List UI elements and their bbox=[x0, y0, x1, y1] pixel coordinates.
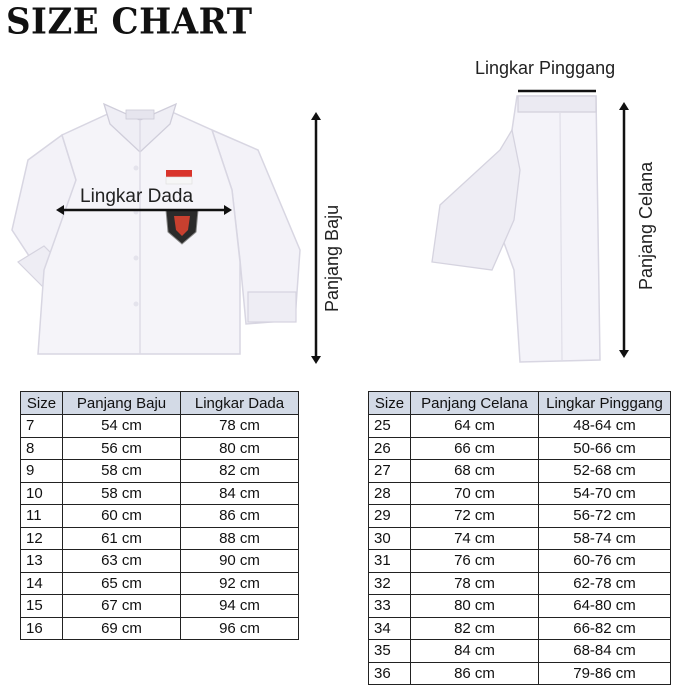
cell-size: 26 bbox=[369, 437, 411, 460]
header-size: Size bbox=[369, 392, 411, 415]
header-lingkar-dada: Lingkar Dada bbox=[181, 392, 299, 415]
cell-circumference: 54-70 cm bbox=[539, 482, 671, 505]
cell-length: 68 cm bbox=[411, 460, 539, 483]
cell-circumference: 92 cm bbox=[181, 572, 299, 595]
cell-size: 36 bbox=[369, 662, 411, 685]
table-row bbox=[369, 572, 671, 595]
cell-size: 30 bbox=[369, 527, 411, 550]
cell-length: 80 cm bbox=[411, 595, 539, 618]
cell-circumference: 96 cm bbox=[181, 617, 299, 640]
cell-length: 60 cm bbox=[63, 505, 181, 528]
cell-circumference: 80 cm bbox=[181, 437, 299, 460]
cell-length: 58 cm bbox=[63, 460, 181, 483]
table-row bbox=[21, 595, 299, 618]
cell-size: 34 bbox=[369, 617, 411, 640]
cell-size: 16 bbox=[21, 617, 63, 640]
cell-length: 65 cm bbox=[63, 572, 181, 595]
cell-circumference: 86 cm bbox=[181, 505, 299, 528]
cell-length: 56 cm bbox=[63, 437, 181, 460]
size-chart-title: SIZE CHART bbox=[6, 1, 253, 43]
cell-size: 29 bbox=[369, 505, 411, 528]
cell-circumference: 78 cm bbox=[181, 415, 299, 438]
table-row bbox=[369, 617, 671, 640]
table-header-row bbox=[21, 392, 299, 415]
cell-length: 58 cm bbox=[63, 482, 181, 505]
cell-circumference: 58-74 cm bbox=[539, 527, 671, 550]
cell-circumference: 64-80 cm bbox=[539, 595, 671, 618]
table-row bbox=[369, 527, 671, 550]
cell-size: 7 bbox=[21, 415, 63, 438]
cell-size: 13 bbox=[21, 550, 63, 573]
cell-length: 86 cm bbox=[411, 662, 539, 685]
cell-circumference: 88 cm bbox=[181, 527, 299, 550]
header-panjang-celana: Panjang Celana bbox=[411, 392, 539, 415]
cell-length: 70 cm bbox=[411, 482, 539, 505]
cell-length: 72 cm bbox=[411, 505, 539, 528]
table-row bbox=[21, 505, 299, 528]
header-size: Size bbox=[21, 392, 63, 415]
cell-length: 66 cm bbox=[411, 437, 539, 460]
cell-size: 33 bbox=[369, 595, 411, 618]
cell-circumference: 94 cm bbox=[181, 595, 299, 618]
cell-size: 27 bbox=[369, 460, 411, 483]
table-row bbox=[21, 482, 299, 505]
cell-length: 54 cm bbox=[63, 415, 181, 438]
table-row bbox=[21, 572, 299, 595]
pants-size-table bbox=[368, 391, 671, 685]
cell-size: 28 bbox=[369, 482, 411, 505]
cell-length: 63 cm bbox=[63, 550, 181, 573]
shirt-image bbox=[12, 104, 300, 354]
cell-circumference: 60-76 cm bbox=[539, 550, 671, 573]
cell-size: 32 bbox=[369, 572, 411, 595]
cell-length: 82 cm bbox=[411, 617, 539, 640]
cell-length: 78 cm bbox=[411, 572, 539, 595]
cell-circumference: 90 cm bbox=[181, 550, 299, 573]
cell-size: 25 bbox=[369, 415, 411, 438]
cell-circumference: 84 cm bbox=[181, 482, 299, 505]
label-lingkar-dada: Lingkar Dada bbox=[80, 186, 194, 207]
table-row bbox=[21, 527, 299, 550]
cell-length: 84 cm bbox=[411, 640, 539, 663]
cell-size: 8 bbox=[21, 437, 63, 460]
cell-circumference: 66-82 cm bbox=[539, 617, 671, 640]
cell-size: 10 bbox=[21, 482, 63, 505]
table-row bbox=[21, 437, 299, 460]
table-header-row bbox=[369, 392, 671, 415]
table-row bbox=[369, 460, 671, 483]
cell-circumference: 62-78 cm bbox=[539, 572, 671, 595]
cell-size: 12 bbox=[21, 527, 63, 550]
cell-circumference: 52-68 cm bbox=[539, 460, 671, 483]
cell-length: 67 cm bbox=[63, 595, 181, 618]
cell-length: 76 cm bbox=[411, 550, 539, 573]
table-row bbox=[369, 437, 671, 460]
table-row bbox=[21, 460, 299, 483]
flag-icon bbox=[166, 170, 192, 177]
table-row bbox=[21, 550, 299, 573]
cell-size: 35 bbox=[369, 640, 411, 663]
table-row bbox=[369, 415, 671, 438]
cell-size: 31 bbox=[369, 550, 411, 573]
shirt-size-table bbox=[20, 391, 299, 640]
cell-length: 61 cm bbox=[63, 527, 181, 550]
cell-length: 64 cm bbox=[411, 415, 539, 438]
cell-size: 9 bbox=[21, 460, 63, 483]
pants-image bbox=[432, 96, 600, 362]
cell-circumference: 48-64 cm bbox=[539, 415, 671, 438]
cell-circumference: 50-66 cm bbox=[539, 437, 671, 460]
cell-circumference: 82 cm bbox=[181, 460, 299, 483]
cell-size: 15 bbox=[21, 595, 63, 618]
table-row bbox=[369, 595, 671, 618]
cell-size: 11 bbox=[21, 505, 63, 528]
table-row bbox=[369, 550, 671, 573]
table-row bbox=[369, 662, 671, 685]
cell-circumference: 79-86 cm bbox=[539, 662, 671, 685]
cell-circumference: 68-84 cm bbox=[539, 640, 671, 663]
table-row bbox=[369, 482, 671, 505]
cell-length: 74 cm bbox=[411, 527, 539, 550]
label-panjang-baju: Panjang Baju bbox=[322, 204, 342, 312]
label-lingkar-pinggang: Lingkar Pinggang bbox=[475, 58, 616, 78]
table-row bbox=[369, 640, 671, 663]
table-row bbox=[369, 505, 671, 528]
cell-circumference: 56-72 cm bbox=[539, 505, 671, 528]
label-panjang-celana: Panjang Celana bbox=[636, 161, 656, 290]
cell-size: 14 bbox=[21, 572, 63, 595]
table-row bbox=[21, 617, 299, 640]
table-row bbox=[21, 415, 299, 438]
cell-length: 69 cm bbox=[63, 617, 181, 640]
header-lingkar-pinggang: Lingkar Pinggang bbox=[539, 392, 671, 415]
header-panjang-baju: Panjang Baju bbox=[63, 392, 181, 415]
